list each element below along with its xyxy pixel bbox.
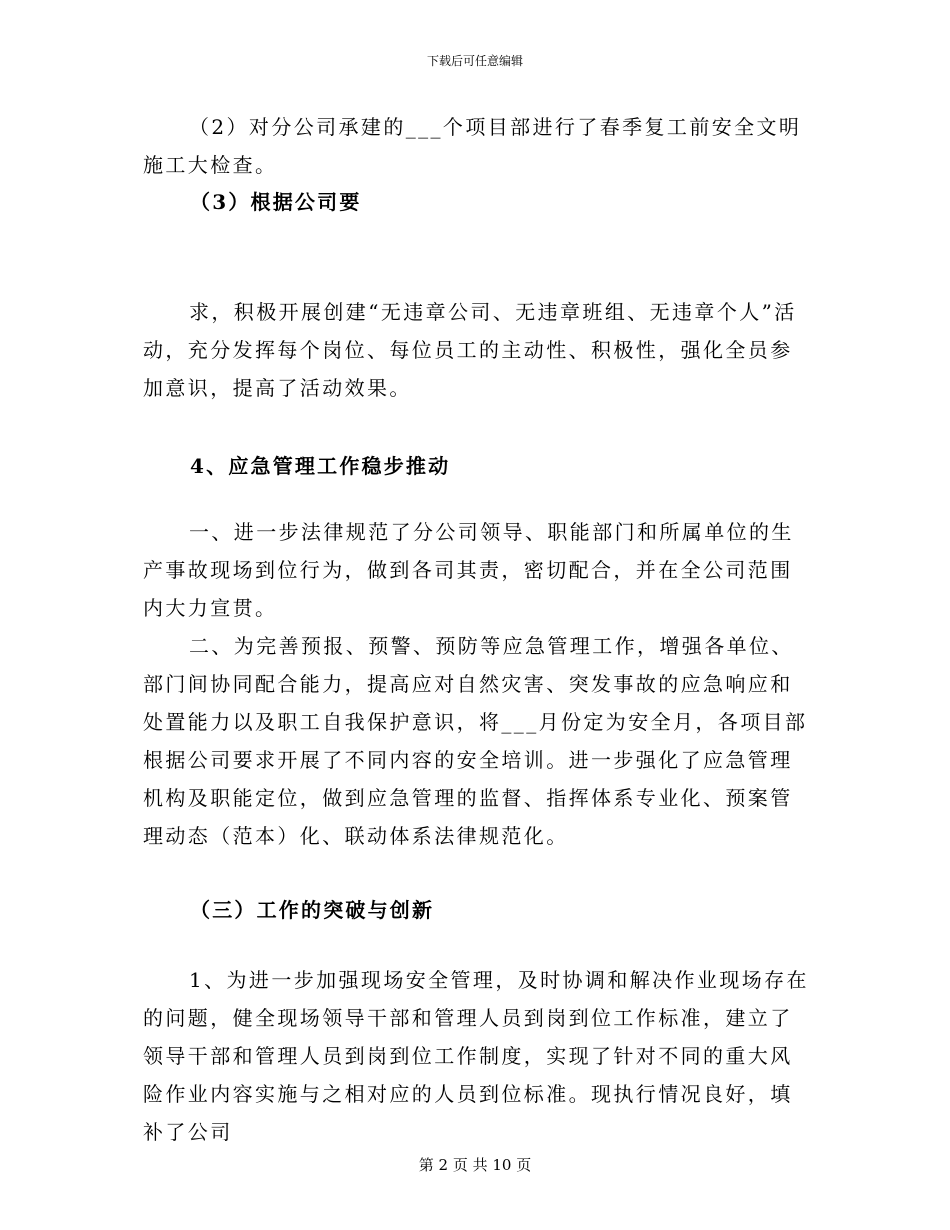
paragraph-regulation: 一、进一步法律规范了分公司领导、职能部门和所属单位的生产事故现场到位行为，做到各司其责，密切配合，并在全公司范围内大力宣贯。 — [143, 520, 794, 620]
heading-item-3: （3）根据公司要 — [190, 190, 362, 214]
page-header: 下载后可任意编辑 — [426, 54, 523, 68]
paragraph-no-violation-campaign: 求，积极开展创建“无违章公司、无违章班组、无违章个人”活动，充分发挥每个岗位、每位员工的主动性、积极性，强化全员参加意识，提高了活动效果。 — [143, 300, 797, 400]
heading-breakthrough-innovation: （三）工作的突破与创新 — [190, 898, 435, 922]
heading-emergency-management: 4、应急管理工作稳步推动 — [190, 454, 451, 478]
paragraph-emergency-work: 二、为完善预报、预警、预防等应急管理工作，增强各单位、部门间协同配合能力，提高应对自然灾害、突发事故的应急响应和处置能力以及职工自我保护意识，将___月份定为安全月，各项目部根据公司要求开展了不同内容的安全培训。进一步强化了应急管理机构及职能定位，做到应急管理的监督、指挥体系专业化、预案管理动态（范本）化、联动体系法律规范化。 — [143, 634, 808, 848]
page-footer: 第 2 页 共 10 页 — [418, 1156, 532, 1174]
paragraph-inspection: （2）对分公司承建的___个项目部进行了春季复工前安全文明施工大检查。 — [143, 115, 802, 177]
paragraph-site-management: 1、为进一步加强现场安全管理，及时协调和解决作业现场存在的问题，健全现场领导干部和管理人员到岗到位工作标准，建立了领导干部和管理人员到岗到位工作制度，实现了针对不同的重大风险作业内容实施与之相对应的人员到位标准。现执行情况良好，填补了公司 — [143, 968, 809, 1144]
